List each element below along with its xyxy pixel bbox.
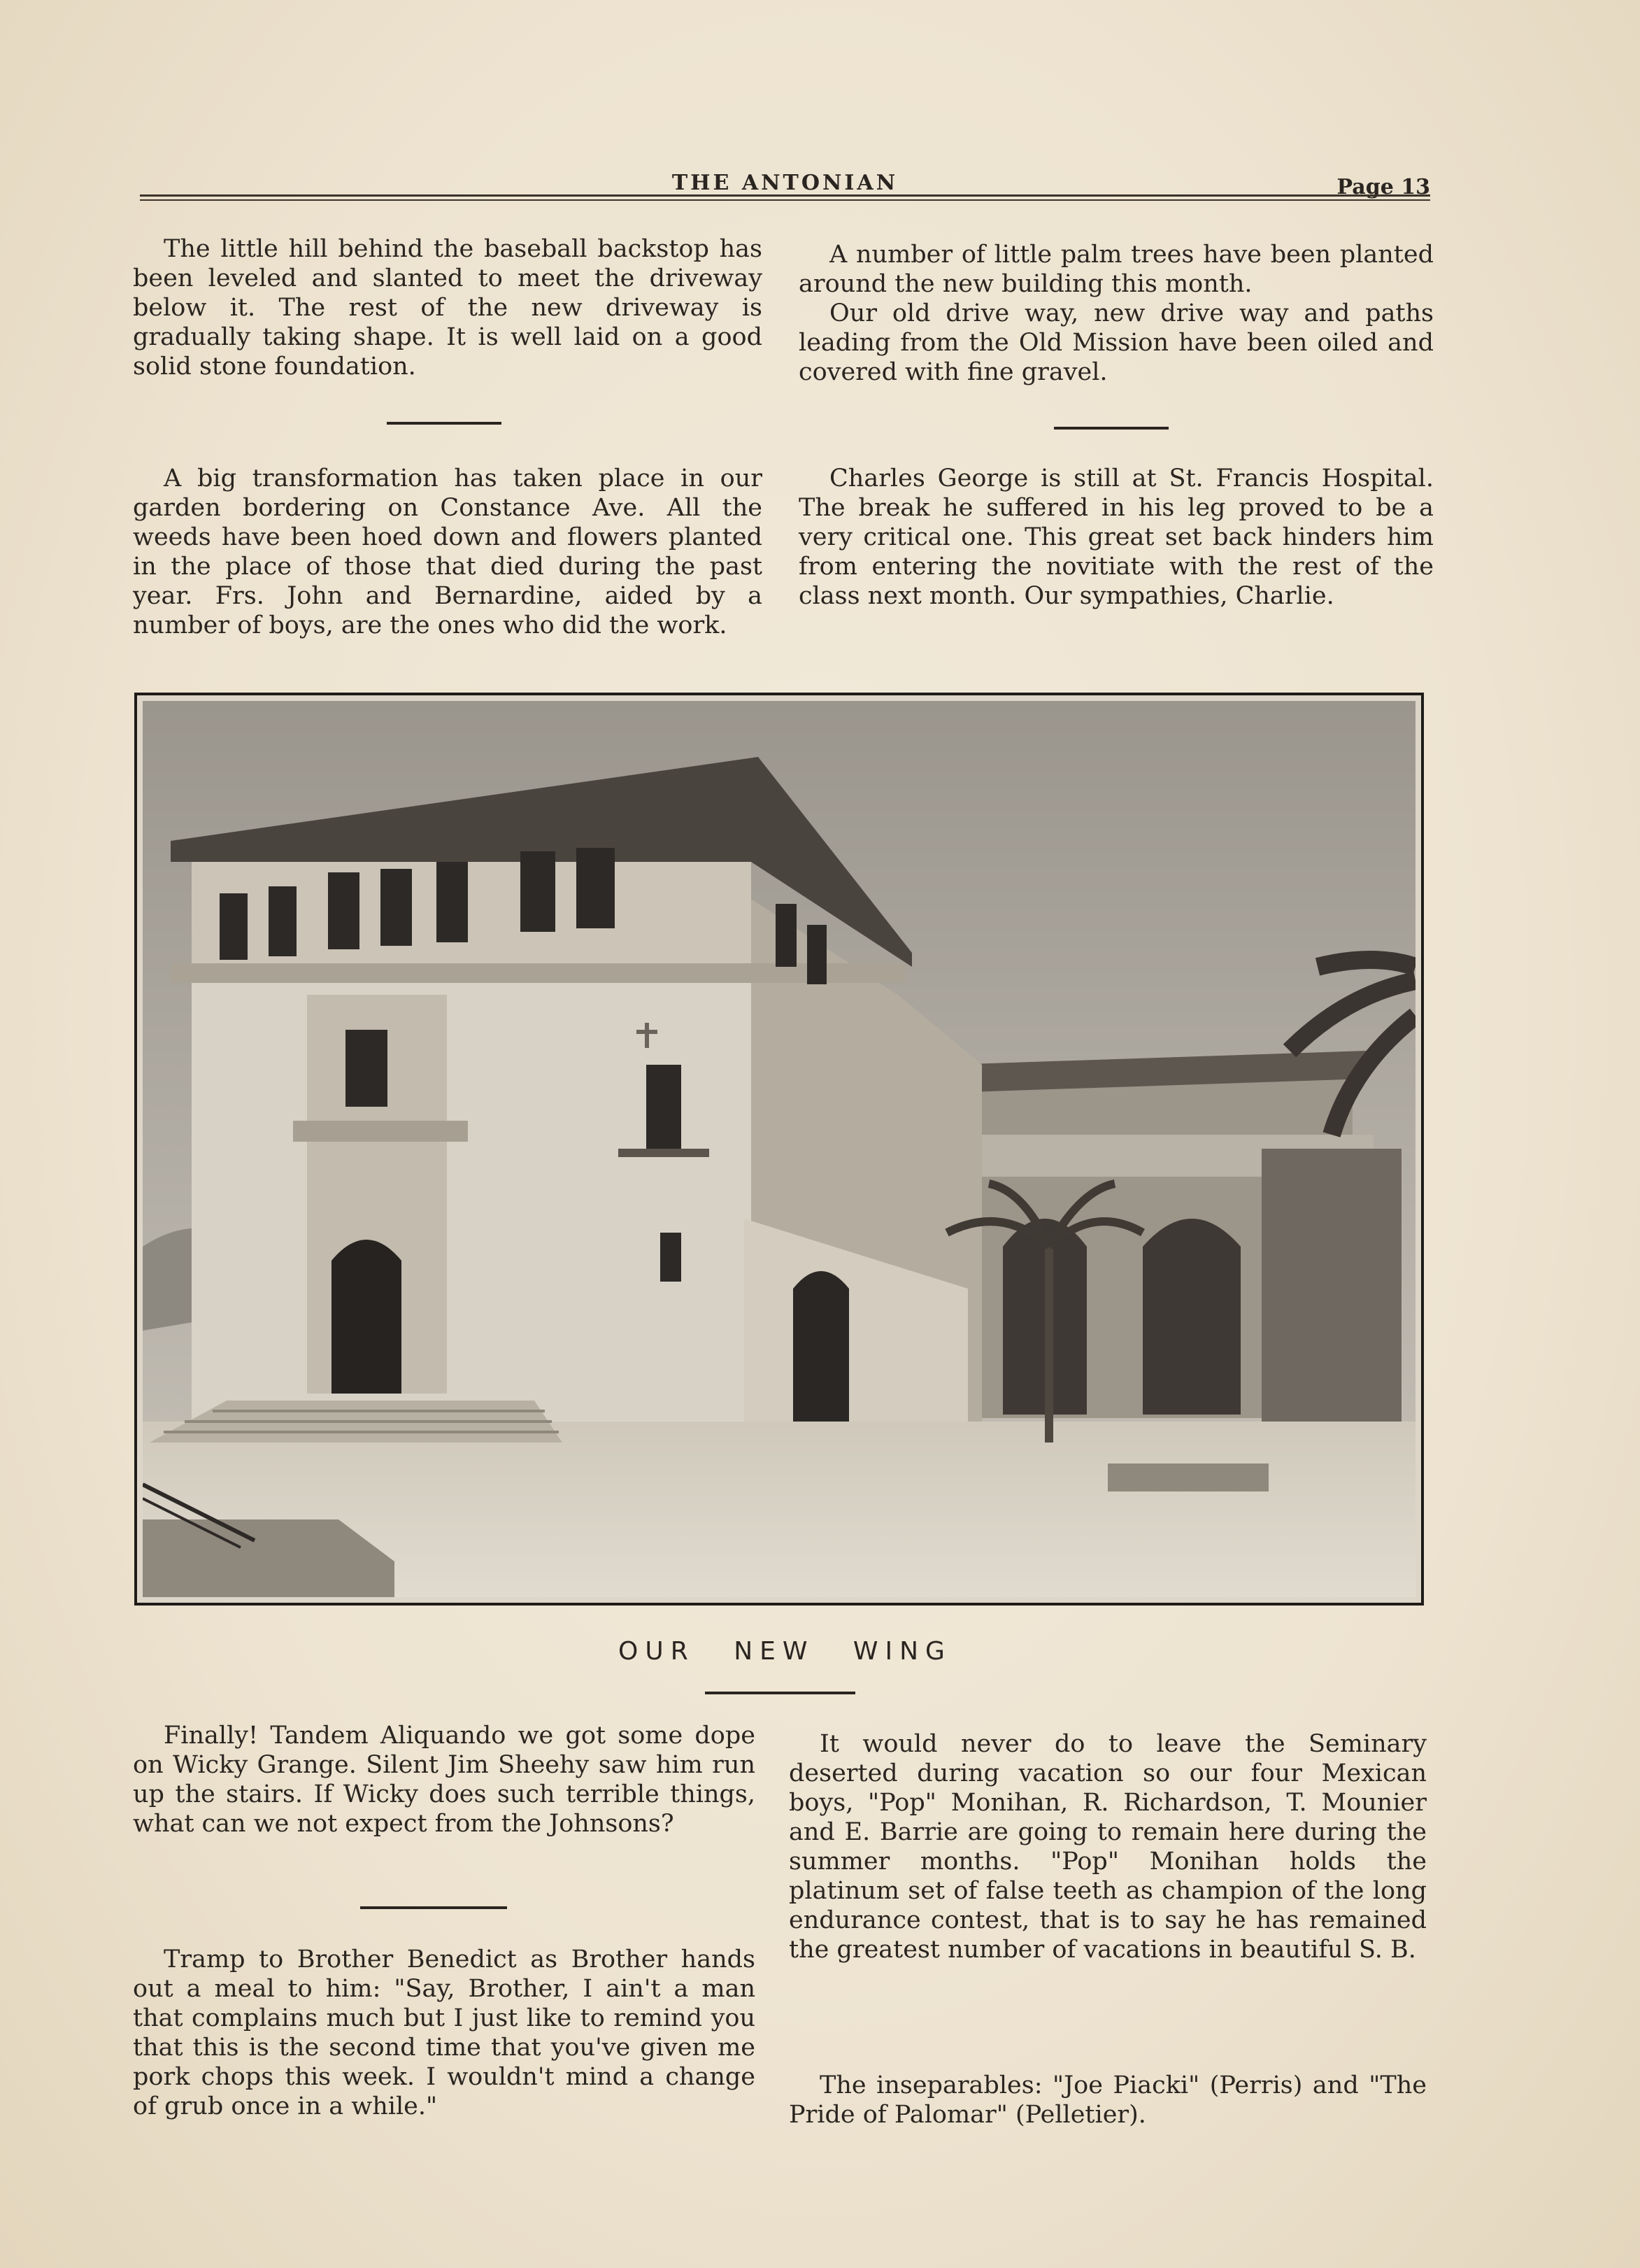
paragraph-charles-george: Charles George is still at St. Francis Hospital. The break he suffered in his leg proved to be a very critical one. This great set back hinders him from entering the novitiate with the rest of the class next month. Our sympathies, Charlie. [799, 465, 1434, 610]
article-palms [799, 240, 1434, 387]
section-divider [360, 1906, 507, 1909]
page-number: Page 13 [1336, 175, 1430, 199]
article-garden [133, 464, 762, 640]
section-divider [1054, 427, 1169, 430]
article-vacation [789, 1729, 1427, 1964]
paragraph-wicky: Finally! Tandem Aliquando we got some dope on Wicky Grange. Silent Jim Sheehy saw him run up the stairs. If Wicky does such terrible things, what can we not expect from the Johnsons? [133, 1722, 755, 1838]
building-photo [143, 701, 1416, 1597]
paragraph-vacation: It would never do to leave the Seminary deserted during vacation so our four Mexican boys, "Pop" Monihan, R. Richardson, T. Mounier and E. Barrie are going to remain here during the summer months. "Pop" Monihan holds the platinum set of false teeth as champion of the long endurance contest, that is to say he has remained the greatest number of vacations in beautiful S. B. [789, 1730, 1427, 1964]
section-divider [387, 422, 501, 425]
article-tramp [133, 1945, 755, 2121]
header-rule [140, 194, 1430, 197]
header-rule-thin [140, 199, 1430, 201]
article-inseparables [789, 2071, 1427, 2129]
paragraph-driveway: Our old drive way, new drive way and paths leading from the Old Mission have been oiled and covered with fine gravel. [799, 299, 1434, 386]
paragraph-backstop: The little hill behind the baseball backstop has been leveled and slanted to meet the driveway below it. The rest of the new driveway is gradually taking shape. It is well laid on a good solid stone foundation. [133, 235, 762, 381]
article-wicky [133, 1721, 755, 1838]
caption-divider [705, 1692, 855, 1694]
photo-new-wing [134, 693, 1424, 1606]
paragraph-inseparables: The inseparables: "Joe Piacki" (Perris) and "The Pride of Palomar" (Pelletier). [789, 2071, 1427, 2129]
paragraph-palm-trees: A number of little palm trees have been planted around the new building this month. [799, 241, 1434, 298]
publication-title: THE ANTONIAN [671, 171, 899, 195]
article-backstop [133, 234, 762, 381]
paragraph-garden: A big transformation has taken place in our garden bordering on Constance Ave. All the weeds have been hoed down and flowers planted in the place of those that died during the past year. Frs. John and Bernardine, aided by a number of boys, are the ones who did the work. [133, 465, 762, 639]
article-charles-george [799, 464, 1434, 611]
photo-caption: OUR NEW WING [618, 1637, 952, 1666]
paragraph-tramp: Tramp to Brother Benedict as Brother hands out a meal to him: "Say, Brother, I ain't a man that complains much but I just like to remind you that this is the second time that you've given me pork chops this week. I wouldn't mind a change of grub once in a while." [133, 1945, 755, 2120]
